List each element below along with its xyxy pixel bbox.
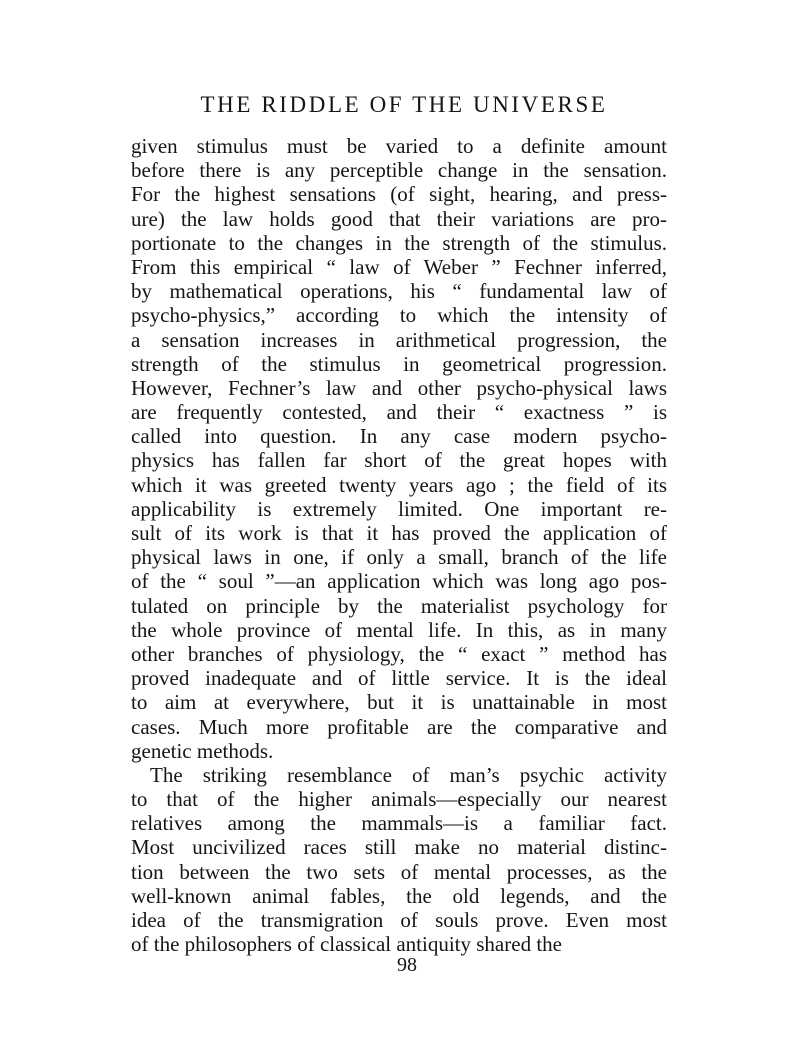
text-line: which it was greeted twenty years ago ; the field of its	[131, 472, 667, 497]
text-line: before there is any perceptible change in the sensation.	[131, 158, 667, 183]
running-head: THE RIDDLE OF THE UNIVERSE	[200, 92, 608, 117]
text-line: are frequently contested, and their “ exactness ” is	[131, 400, 667, 425]
text-line: applicability is extremely limited. One important re-	[131, 496, 667, 521]
text-line: relatives among the mammals—is a familiar fact.	[131, 811, 667, 836]
text-line: psycho-physics,” according to which the intensity of	[131, 303, 667, 328]
text-line: tulated on principle by the materialist psychology for	[131, 593, 667, 618]
text-line: cases. Much more profitable are the comparative and	[131, 714, 667, 739]
text-line: The striking resemblance of man’s psychic activity	[150, 762, 667, 787]
text-line: portionate to the changes in the strength of the stimulus.	[131, 230, 667, 255]
text-line: to that of the higher animals—especially our nearest	[131, 787, 667, 812]
body-text	[131, 134, 667, 956]
text-line: well-known animal fables, the old legends, and the	[131, 883, 667, 908]
text-line: by mathematical operations, his “ fundamental law of	[131, 279, 667, 304]
text-line: of the “ soul ”—an application which was long ago pos-	[131, 569, 667, 594]
text-line: idea of the transmigration of souls prove. Even most	[131, 908, 667, 932]
text-line: sult of its work is that it has proved the application of	[131, 521, 667, 545]
text-line: given stimulus must be varied to a definite amount	[131, 134, 667, 158]
text-line: of the philosophers of classical antiquity shared the	[131, 932, 562, 957]
text-line: physics has fallen far short of the great hopes with	[131, 448, 667, 473]
text-line: However, Fechner’s law and other psycho-physical laws	[131, 375, 667, 400]
text-line: other branches of physiology, the “ exact ” method has	[131, 641, 667, 666]
text-line: genetic methods.	[131, 738, 274, 763]
text-line: a sensation increases in arithmetical progression, the	[131, 327, 667, 352]
text-line: proved inadequate and of little service. It is the ideal	[131, 666, 667, 691]
text-line: strength of the stimulus in geometrical progression.	[131, 351, 667, 376]
page-number: 98	[397, 954, 417, 976]
text-line: From this empirical “ law of Weber ” Fechner inferred,	[131, 254, 667, 279]
text-line: called into question. In any case modern psycho-	[131, 424, 667, 449]
paragraph	[131, 763, 667, 957]
text-line: tion between the two sets of mental processes, as the	[131, 859, 667, 884]
text-line: physical laws in one, if only a small, branch of the life	[131, 545, 667, 570]
text-line: Most uncivilized races still make no material distinc-	[131, 835, 667, 860]
paragraph	[131, 134, 667, 763]
text-line: to aim at everywhere, but it is unattainable in most	[131, 690, 667, 715]
text-line: the whole province of mental life. In this, as in many	[131, 617, 667, 642]
text-line: For the highest sensations (of sight, hearing, and press-	[131, 182, 667, 207]
text-line: ure) the law holds good that their variations are pro-	[131, 206, 667, 231]
